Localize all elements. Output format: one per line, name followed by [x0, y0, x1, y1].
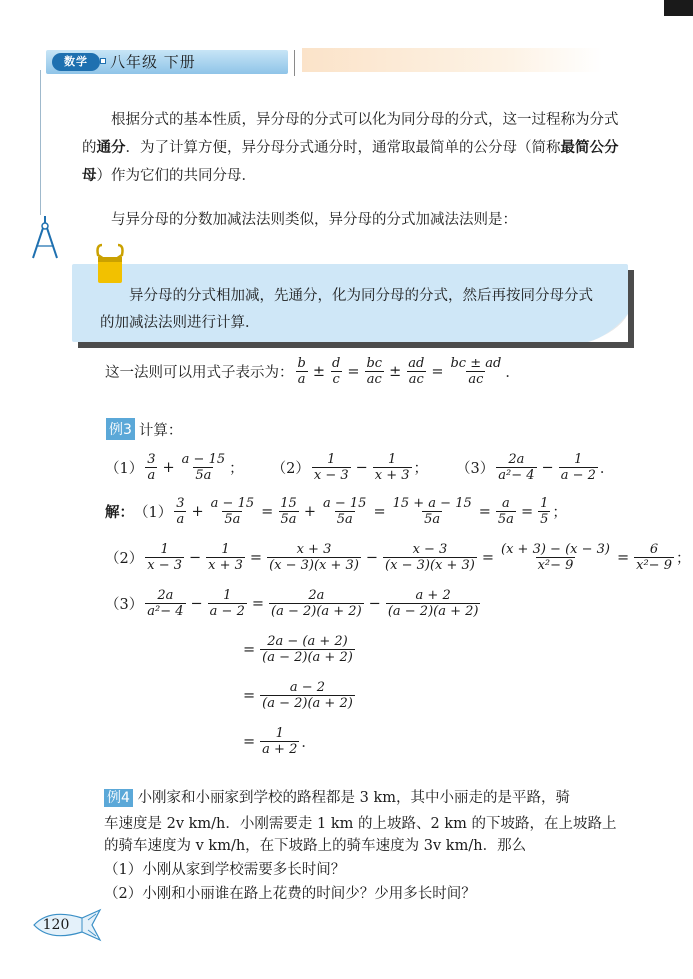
frac-result: $\frac{bc \pm ad}{ac}$ [450, 356, 502, 387]
formula-intro: 这一法则可以用式子表示为： [105, 365, 294, 381]
solution-3-line4: = $\frac{1}{a + 2}$ ． [243, 726, 316, 757]
q1-label: （1） [105, 461, 144, 477]
frac-ad-ac: $\frac{ad}{ac}$ [408, 356, 425, 387]
q2-label: （2） [271, 461, 310, 477]
solution-2: （2） $\frac{1}{x - 3}$ − $\frac{1}{x + 3}$ = $\frac{x + 3}{(x - 3)(x + 3)}$ − $\frac{x - 3}{(x - 3)(x + 3)}$ = $\frac{(x + 3) - (x - 3)}{\text{x²− 9}}$ = $\frac{6}{\text{x²− 9}}$ ； [105, 542, 691, 573]
binder-clip-icon [94, 243, 126, 285]
example3-task: 计算： [138, 422, 183, 439]
example3-header [106, 418, 182, 440]
page-number: 120 [42, 917, 70, 933]
example3-label: 例3 [106, 418, 135, 440]
example3-questions: （1） $\frac{3}{a}$ + $\frac{a - 15}{5a}$ ； （2） $\frac{1}{x - 3}$ − $\frac{1}{x + 3}$ ； （3） $\frac{2a}{\text{a²− 4}}$ − $\frac{1}{a - 2}$ ． [105, 452, 615, 483]
frac-bc-ac: $\frac{bc}{ac}$ [366, 356, 383, 387]
s2-label: （2） [105, 551, 144, 567]
example4-label: 例4 [104, 789, 133, 807]
example4-q1: （1）小刚从家到学校需要多长时间？ [104, 862, 346, 878]
term-tongfen: 通分 [96, 140, 126, 156]
s1-label: （1） [134, 505, 173, 521]
p1-text-c: ）作为它们的共同分母． [96, 168, 256, 184]
term-zuijian: 最简公分母 [82, 140, 619, 184]
rule-text: 异分母的分式相加减，先通分，化为同分母的分式，然后再按同分母分式的加减法法则进行计算． [100, 288, 593, 331]
example4-text [104, 784, 624, 812]
p1-text-a: 根据分式的基本性质，异分母的分式可以化为同分母的分式，这一过程称为分式的 [82, 112, 619, 156]
compass-icon [27, 214, 63, 264]
example4-q2: （2）小刚和小丽谁在路上花费的时间少？少用多长时间？ [104, 886, 476, 902]
solution-3-line2: = $\frac{2a - (a + 2)}{(a - 2)(a + 2)}$ [243, 634, 353, 665]
margin-line [40, 70, 41, 215]
frac-b-a: $\frac{b}{a}$ [297, 356, 306, 387]
corner-tab [664, 0, 693, 16]
solution-label: 解： [105, 505, 134, 521]
header-gradient [302, 48, 602, 72]
ex4-line1: 小刚家和小丽家到学校的路程都是 3 km，其中小丽走的是平路，骑 [137, 790, 571, 806]
frac-d-c: $\frac{d}{c}$ [331, 356, 341, 387]
solution-3-line3: = $\frac{a - 2}{(a - 2)(a + 2)}$ [243, 680, 353, 711]
solution-3-line1: （3） $\frac{2a}{\text{a²− 4}}$ − $\frac{1}{a - 2}$ = $\frac{2a}{(a - 2)(a + 2)}$ − $\frac{a + 2}{(a - 2)(a + 2)}$ [105, 588, 479, 619]
p1-text-b: ．为了计算方便，异分母分式通分时，通常取最简单的公分母（简称 [125, 140, 561, 156]
grade-title: 八年级 下册 [110, 53, 196, 71]
paragraph-2: 与异分母的分数加减法法则类似，异分母的分式加减法法则是： [111, 212, 517, 228]
example4-line3: 的骑车速度为 v km/h，在下坡路上的骑车速度为 3v km/h．那么 [104, 838, 527, 854]
solution-1: 解： （1） $\frac{3}{a}$ + $\frac{a - 15}{5a}$ = $\frac{15}{5a}$ + $\frac{a - 15}{5a}$ = $\frac{15 + a - 15}{5a}$ = $\frac{a}{5a}$ = $\frac{1}{5}$ ； [105, 496, 567, 527]
logo-square-icon [100, 58, 106, 64]
s3-label: （3） [105, 597, 144, 613]
subject-logo: 数学 [52, 53, 100, 71]
paragraph-1 [82, 106, 622, 190]
example4-line2: 车速度是 2v km/h．小刚需要走 1 km 的上坡路、2 km 的下坡路，在上坡路上 [104, 816, 617, 832]
header-divider [294, 50, 295, 76]
q3-label: （3） [456, 461, 495, 477]
formula-line: 这一法则可以用式子表示为： $\frac{b}{a}$ ± $\frac{d}{c}$ = $\frac{bc}{ac}$ ± $\frac{ad}{ac}$ = $\frac{bc \pm ad}{ac}$ ． [105, 356, 520, 387]
